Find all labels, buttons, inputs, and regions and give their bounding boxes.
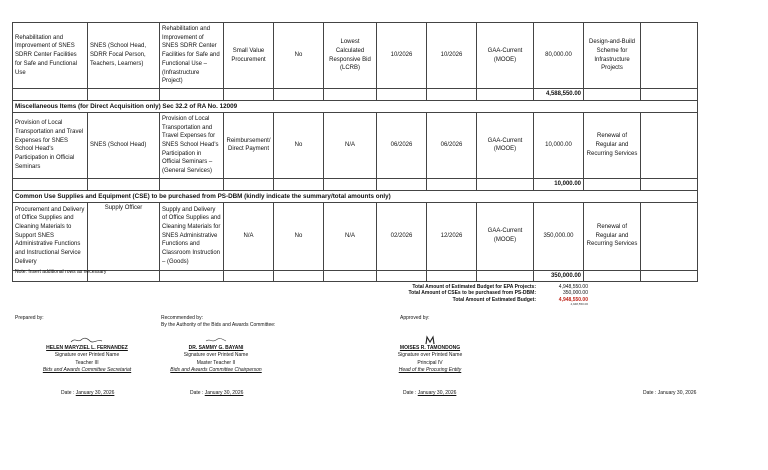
date-approved bbox=[403, 390, 456, 396]
signatory-role: Head of the Procuring Entity bbox=[398, 366, 462, 373]
date-value: January 30, 2026 bbox=[657, 390, 697, 396]
signatory-prepared bbox=[27, 335, 147, 374]
signatory-recommended bbox=[156, 335, 276, 374]
description-cell: Rehabilitation and Improvement of SNES SDRR Center Facilities for Safe and Functional Use – (Infrastructure Project) bbox=[160, 23, 224, 89]
basis-cell: N/A bbox=[324, 112, 377, 178]
signature-caption: Signature over Printed Name bbox=[397, 352, 463, 359]
signature-caption: Signature over Printed Name bbox=[54, 352, 120, 359]
amount-cell: 350,000.00 bbox=[534, 202, 584, 270]
signature-mark bbox=[67, 335, 107, 345]
procurement-cell: Provision of Local Transportation and Travel Expenses for SNES School Head's Participation in Official Seminars bbox=[13, 112, 88, 178]
epa-total-label: Total Amount of Estimated Budget for EPA Projects: bbox=[412, 284, 536, 290]
epa-total-value: 4,948,550.00 bbox=[558, 284, 588, 290]
mode-cell: N/A bbox=[224, 202, 274, 270]
remarks-cell: Renewal of Regular and Recurring Services bbox=[584, 202, 641, 270]
procurement-cell: Procurement and Delivery of Office Supplies and Cleaning Materials to Support SNES Administrative Functions and Instructional Service Delivery bbox=[13, 202, 88, 270]
subtotal-row bbox=[13, 178, 698, 190]
signatory-position: Principal IV bbox=[417, 359, 443, 366]
pre-proc-cell: No bbox=[274, 202, 324, 270]
date-value: January 30, 2026 bbox=[204, 390, 244, 396]
remarks-cell: Renewal of Regular and Recurring Services bbox=[584, 112, 641, 178]
mode-cell: Reimbursement/ Direct Payment bbox=[224, 112, 274, 178]
end-cell: 06/2026 bbox=[427, 112, 477, 178]
cse-total-label: Total Amount of CSEs to be purchased from PS-DBM: bbox=[408, 290, 536, 297]
estimated-total-label: Total Amount of Estimated Budget: bbox=[452, 296, 536, 303]
signatory-position: Teacher III bbox=[75, 359, 99, 366]
end-user-cell: SNES (School Head, SDRR Focal Person, Teachers, Learners) bbox=[88, 23, 160, 89]
start-cell: 06/2026 bbox=[377, 112, 427, 178]
table-row bbox=[13, 112, 698, 178]
signatory-name: HELEN MARYZIEL L. FERNANDEZ bbox=[46, 345, 128, 351]
recommended-by-text: Recommended by: bbox=[161, 315, 203, 321]
blank-cell bbox=[641, 23, 698, 89]
subtotal-row bbox=[13, 89, 698, 101]
date-label: Date : bbox=[190, 390, 204, 396]
fund-cell: GAA-Current (MOOE) bbox=[477, 202, 534, 270]
remarks-cell: Design-and-Build Scheme for Infrastructure Projects bbox=[584, 23, 641, 89]
table-row bbox=[13, 202, 698, 270]
signature-caption: Signature over Printed Name bbox=[183, 352, 249, 359]
section-title: Miscellaneous Items (for Direct Acquisition only) Sec 32.2 of RA No. 12009 bbox=[13, 100, 698, 112]
signatory-role: Bids and Awards Committee Secretariat bbox=[42, 366, 132, 373]
description-cell: Supply and Delivery of Office Supplies and Cleaning Materials for SNES Administrative Functions and Classroom Instruction – (Goods) bbox=[160, 202, 224, 270]
fund-cell: GAA-Current (MOOE) bbox=[477, 112, 534, 178]
date-value: January 30, 2026 bbox=[75, 390, 115, 396]
recommended-by-label bbox=[161, 315, 275, 328]
estimated-total-value: 4,948,550.00 bbox=[558, 296, 588, 303]
date-label: Date : bbox=[61, 390, 75, 396]
subtotal-amount: 10,000.00 bbox=[534, 178, 584, 190]
subtotal-amount: 350,000.00 bbox=[534, 270, 584, 282]
blank-cell bbox=[641, 202, 698, 270]
procurement-plan-table bbox=[12, 22, 698, 282]
signature-mark bbox=[410, 335, 450, 345]
date-recommended bbox=[190, 390, 243, 396]
signatory-approved bbox=[370, 335, 490, 374]
pre-proc-cell: No bbox=[274, 23, 324, 89]
fund-cell: GAA-Current (MOOE) bbox=[477, 23, 534, 89]
start-cell: 10/2026 bbox=[377, 23, 427, 89]
date-value: January 30, 2026 bbox=[417, 390, 457, 396]
signature-mark bbox=[196, 335, 236, 345]
end-cell: 10/2026 bbox=[427, 23, 477, 89]
description-cell: Provision of Local Transportation and Travel Expenses for SNES School Head's Participation in Official Seminars – (General Services) bbox=[160, 112, 224, 178]
table-row bbox=[13, 23, 698, 89]
date-prepared bbox=[61, 390, 114, 396]
signatory-position: Master Teacher II bbox=[196, 359, 236, 366]
end-cell: 12/2026 bbox=[427, 202, 477, 270]
date-label: Date : bbox=[643, 390, 657, 396]
procurement-cell: Rehabilitation and Improvement of SNES SDRR Center Facilities for Safe and Functional Use bbox=[13, 23, 88, 89]
section-title: Common Use Supplies and Equipment (CSE) to be purchased from PS-DBM (kindly indicate the summary/total amounts only) bbox=[13, 190, 698, 202]
prepared-by-label: Prepared by: bbox=[15, 315, 44, 321]
totals-values bbox=[538, 284, 588, 306]
blank-cell bbox=[641, 112, 698, 178]
estimated-total-small: 4,948,550.00 bbox=[570, 301, 588, 306]
table-note: Note: Insert additional rows as necessary bbox=[15, 269, 107, 275]
signatory-name: DR. SAMMY G. BAYANI bbox=[188, 345, 244, 351]
cse-total-value: 350,000.00 bbox=[562, 290, 588, 297]
start-cell: 02/2026 bbox=[377, 202, 427, 270]
section-header-row bbox=[13, 100, 698, 112]
totals-labels bbox=[380, 284, 536, 303]
mode-cell: Small Value Procurement bbox=[224, 23, 274, 89]
basis-cell: N/A bbox=[324, 202, 377, 270]
pre-proc-cell: No bbox=[274, 112, 324, 178]
end-user-cell: SNES (School Head) bbox=[88, 112, 160, 178]
date-label: Date : bbox=[403, 390, 417, 396]
date-fourth bbox=[643, 390, 696, 396]
basis-cell: Lowest Calculated Responsive Bid (LCRB) bbox=[324, 23, 377, 89]
section-header-row bbox=[13, 190, 698, 202]
signatory-name: MOISES R. TAMONDONG bbox=[399, 345, 461, 351]
authority-text: By the Authority of the Bids and Awards Committee: bbox=[161, 321, 276, 328]
end-user-cell: Supply Officer bbox=[88, 202, 160, 270]
subtotal-amount: 4,588,550.00 bbox=[534, 89, 584, 101]
subtotal-row bbox=[13, 270, 698, 282]
amount-cell: 80,000.00 bbox=[534, 23, 584, 89]
signatory-role: Bids and Awards Committee Chairperson bbox=[170, 366, 262, 373]
amount-cell: 10,000.00 bbox=[534, 112, 584, 178]
approved-by-label: Approved by: bbox=[400, 315, 430, 321]
